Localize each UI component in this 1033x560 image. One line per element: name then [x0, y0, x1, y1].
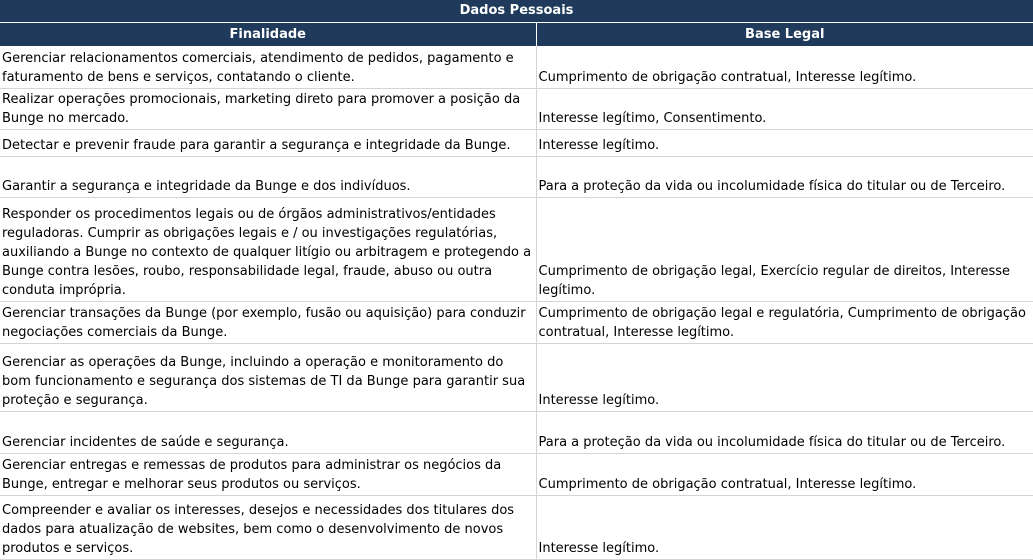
finalidade-cell: Detectar e prevenir fraude para garantir a segurança e integridade da Bunge. [0, 129, 536, 156]
finalidade-cell: Compreender e avaliar os interesses, desejos e necessidades dos titulares dos dados para atualização de websites, bem como o desenvolvimento de novos produtos e serviços. [0, 495, 536, 559]
table-row [0, 495, 1033, 559]
base-legal-cell: Interesse legítimo, Consentimento. [536, 88, 1033, 129]
table-row [0, 453, 1033, 495]
finalidade-cell: Gerenciar entregas e remessas de produtos para administrar os negócios da Bunge, entregar e melhorar seus produtos ou serviços. [0, 453, 536, 495]
finalidade-cell: Garantir a segurança e integridade da Bunge e dos indivíduos. [0, 156, 536, 197]
table-row [0, 411, 1033, 453]
base-legal-cell: Interesse legítimo. [536, 343, 1033, 411]
base-legal-cell: Para a proteção da vida ou incolumidade física do titular ou de Terceiro. [536, 411, 1033, 453]
base-legal-cell: Cumprimento de obrigação legal, Exercício regular de direitos, Interesse legítimo. [536, 197, 1033, 301]
finalidade-cell: Gerenciar incidentes de saúde e segurança. [0, 411, 536, 453]
table-row [0, 88, 1033, 129]
table-title: Dados Pessoais [0, 0, 1033, 23]
table-row [0, 343, 1033, 411]
finalidade-cell: Gerenciar as operações da Bunge, incluindo a operação e monitoramento do bom funcionamento e segurança dos sistemas de TI da Bunge para garantir sua proteção e segurança. [0, 343, 536, 411]
table-row [0, 46, 1033, 88]
header-base-legal: Base Legal [536, 23, 1033, 47]
finalidade-cell: Responder os procedimentos legais ou de órgãos administrativos/entidades reguladoras. Cumprir as obrigações legais e / ou investigações regulatórias, auxiliando a Bunge no contexto de qualquer litígio ou arbitragem e protegendo a Bunge contra lesões, roubo, responsabilidade legal, fraude, abuso ou outra conduta imprópria. [0, 197, 536, 301]
finalidade-cell: Gerenciar transações da Bunge (por exemplo, fusão ou aquisição) para conduzir negociações comerciais da Bunge. [0, 301, 536, 343]
base-legal-cell: Para a proteção da vida ou incolumidade física do titular ou de Terceiro. [536, 156, 1033, 197]
table-title-row [0, 0, 1033, 23]
header-finalidade: Finalidade [0, 23, 536, 47]
base-legal-cell: Cumprimento de obrigação contratual, Interesse legítimo. [536, 46, 1033, 88]
column-header-row [0, 23, 1033, 47]
base-legal-cell: Cumprimento de obrigação contratual, Interesse legítimo. [536, 453, 1033, 495]
table-row [0, 156, 1033, 197]
base-legal-cell: Interesse legítimo. [536, 129, 1033, 156]
base-legal-cell: Cumprimento de obrigação legal e regulatória, Cumprimento de obrigação contratual, Interesse legítimo. [536, 301, 1033, 343]
table-row [0, 129, 1033, 156]
table-row [0, 197, 1033, 301]
finalidade-cell: Realizar operações promocionais, marketing direto para promover a posição da Bunge no mercado. [0, 88, 536, 129]
finalidade-cell: Gerenciar relacionamentos comerciais, atendimento de pedidos, pagamento e faturamento de bens e serviços, contatando o cliente. [0, 46, 536, 88]
table-row [0, 301, 1033, 343]
base-legal-cell: Interesse legítimo. [536, 495, 1033, 559]
